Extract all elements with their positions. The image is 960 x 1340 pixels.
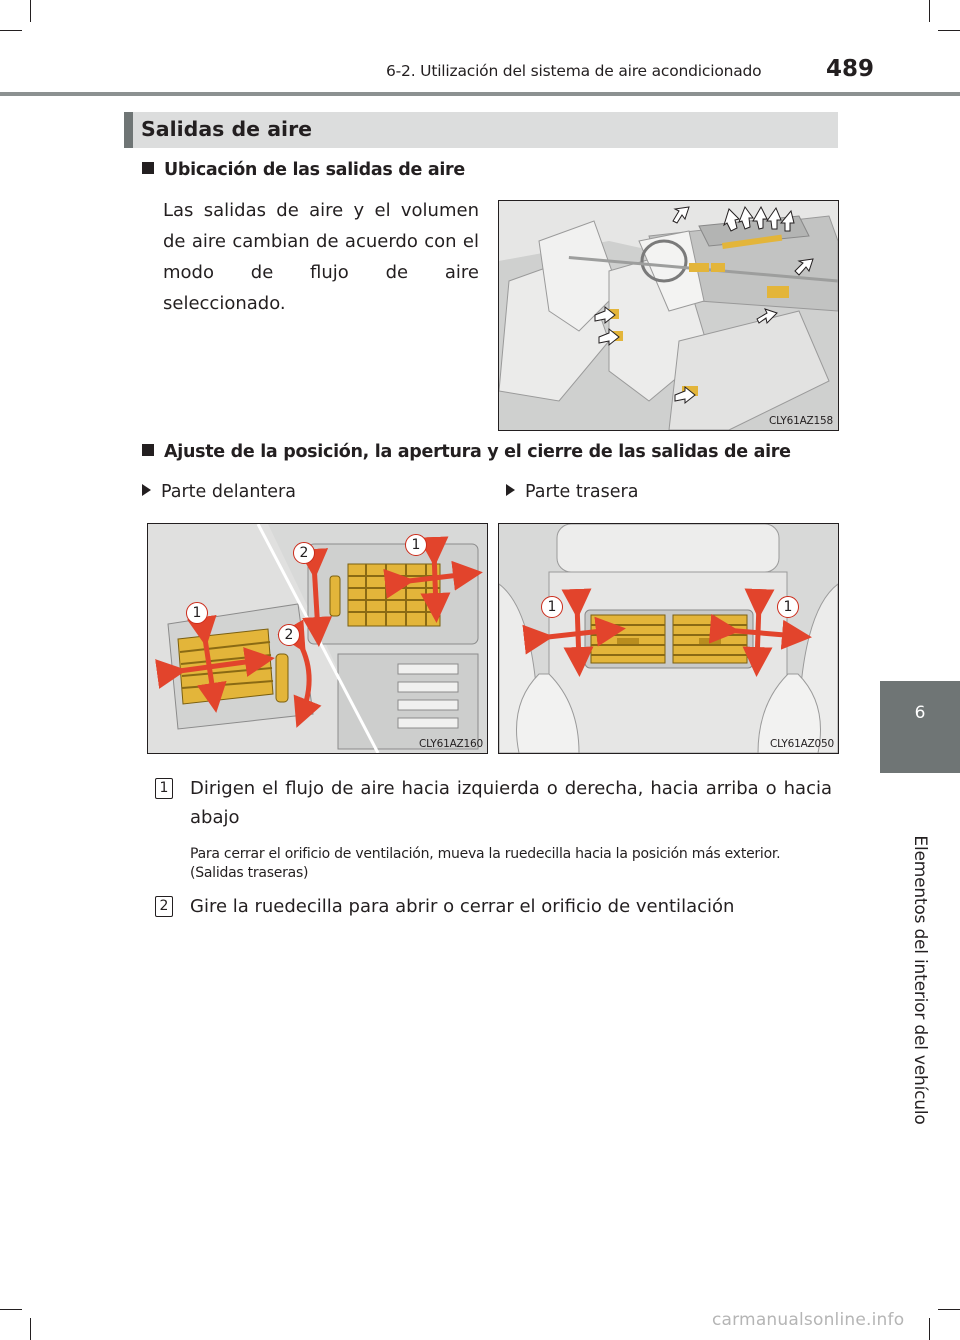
cabin-vent-figure bbox=[498, 200, 839, 431]
callout-1: 1 bbox=[777, 596, 799, 618]
subheading-location-text: Ubicación de las salidas de aire bbox=[164, 160, 465, 180]
location-paragraph: Las salidas de aire y el volumen de aire cambian de acuerdo con el modo de flujo de aire seleccionado. bbox=[163, 200, 479, 314]
crop-mark bbox=[938, 1309, 960, 1310]
figure-code: CLY61AZ158 bbox=[769, 415, 833, 427]
square-bullet-icon bbox=[142, 162, 154, 174]
item-2-number: 2 bbox=[155, 896, 173, 917]
section-header bbox=[124, 112, 838, 148]
section-bar bbox=[124, 112, 133, 148]
crop-mark bbox=[0, 1309, 22, 1310]
chapter-number: 6 bbox=[914, 703, 926, 723]
callout-1: 1 bbox=[186, 602, 208, 624]
front-vent-illustration bbox=[148, 524, 487, 753]
front-label bbox=[142, 482, 296, 502]
watermark: carmanualsonline.info bbox=[712, 1310, 905, 1330]
triangle-bullet-icon bbox=[142, 484, 151, 496]
item-1-number: 1 bbox=[155, 778, 173, 799]
front-vent-figure bbox=[147, 523, 488, 754]
page-number: 489 bbox=[826, 56, 875, 82]
section-title: Salidas de aire bbox=[141, 117, 313, 141]
crop-mark bbox=[929, 1318, 930, 1340]
rear-label-text: Parte trasera bbox=[525, 482, 639, 502]
chapter-label: Elementos del interior del vehículo bbox=[910, 835, 930, 1125]
callout-2: 2 bbox=[278, 624, 300, 646]
chapter-tab bbox=[880, 681, 960, 773]
rear-label bbox=[506, 482, 638, 502]
cabin-illustration bbox=[499, 201, 838, 430]
rear-vent-figure bbox=[498, 523, 839, 754]
item-1-text: Dirigen el flujo de aire hacia izquierda o derecha, hacia arriba o hacia abajo bbox=[190, 778, 832, 828]
triangle-bullet-icon bbox=[506, 484, 515, 496]
crop-mark bbox=[0, 30, 22, 31]
callout-2: 2 bbox=[293, 542, 315, 564]
running-header: 6-2. Utilización del sistema de aire acondicionado bbox=[386, 62, 762, 80]
crop-mark bbox=[30, 0, 31, 22]
crop-mark bbox=[929, 0, 930, 22]
item-2-text: Gire la ruedecilla para abrir o cerrar el orificio de ventilación bbox=[190, 896, 735, 917]
subheading-location bbox=[142, 160, 465, 180]
crop-mark bbox=[938, 30, 960, 31]
header-rule bbox=[0, 92, 960, 96]
callout-1: 1 bbox=[541, 596, 563, 618]
figure-code: CLY61AZ160 bbox=[419, 738, 483, 750]
rear-vent-illustration bbox=[499, 524, 838, 753]
subheading-adjust-text: Ajuste de la posición, la apertura y el cierre de las salidas de aire bbox=[164, 442, 791, 462]
front-label-text: Parte delantera bbox=[161, 482, 296, 502]
crop-mark bbox=[30, 1318, 31, 1340]
item-1-note: Para cerrar el orificio de ventilación, mueva la ruedecilla hacia la posición más exterior. (Salidas traseras) bbox=[190, 846, 781, 881]
square-bullet-icon bbox=[142, 444, 154, 456]
subheading-adjust bbox=[142, 442, 791, 462]
callout-1: 1 bbox=[405, 534, 427, 556]
figure-code: CLY61AZ050 bbox=[770, 738, 834, 750]
